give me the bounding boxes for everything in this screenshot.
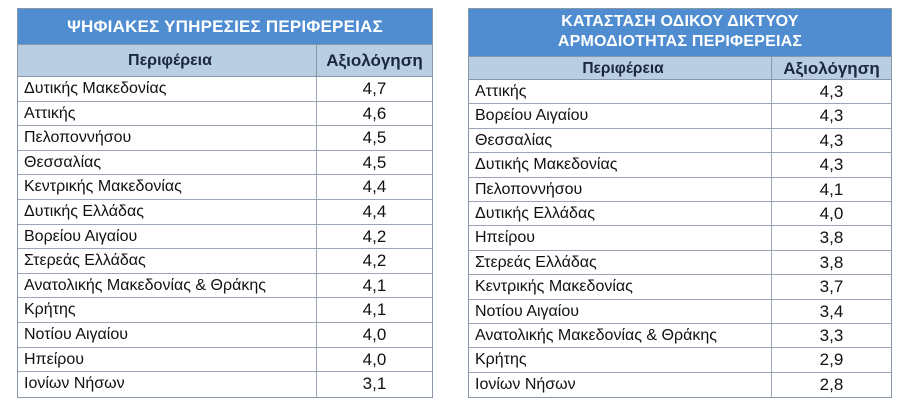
rating-column-header: Αξιολόγηση <box>771 57 891 79</box>
table-row <box>469 80 891 104</box>
region-cell: Νοτίου Αιγαίου <box>24 325 128 343</box>
region-cell: Πελοποννήσου <box>475 180 583 198</box>
region-cell: Θεσσαλίας <box>475 131 553 149</box>
road-network-title <box>469 9 891 57</box>
table-row <box>18 274 432 299</box>
region-cell: Ηπείρου <box>24 350 85 368</box>
region-cell: Πελοποννήσου <box>24 129 132 147</box>
rating-cell: 4,1 <box>316 274 432 298</box>
road-network-body <box>469 80 891 397</box>
table-row <box>18 249 432 274</box>
rating-cell: 3,3 <box>771 324 891 347</box>
region-cell: Δυτικής Μακεδονίας <box>24 80 167 97</box>
region-cell: Ηπείρου <box>475 229 536 247</box>
rating-cell: 4,1 <box>771 178 891 201</box>
region-cell: Νοτίου Αιγαίου <box>475 302 579 320</box>
rating-cell: 4,3 <box>771 129 891 152</box>
region-cell: Αττικής <box>475 83 527 100</box>
rating-cell: 4,3 <box>771 80 891 103</box>
region-cell: Κεντρικής Μακεδονίας <box>24 178 182 196</box>
table-row <box>18 372 432 397</box>
table-row <box>18 77 432 102</box>
rating-cell: 4,5 <box>316 151 432 175</box>
region-cell: Στερεάς Ελλάδας <box>24 252 146 270</box>
rating-cell: 4,0 <box>316 323 432 347</box>
region-cell: Βορείου Αιγαίου <box>24 227 138 245</box>
region-cell: Δυτικής Μακεδονίας <box>475 156 618 174</box>
rating-cell: 4,3 <box>771 104 891 127</box>
region-cell: Ιονίων Νήσων <box>24 375 125 393</box>
table-row <box>18 200 432 225</box>
rating-cell: 4,6 <box>316 102 432 126</box>
rating-cell: 4,2 <box>316 249 432 273</box>
region-cell: Στερεάς Ελλάδας <box>475 253 597 271</box>
table-row <box>18 151 432 176</box>
table-row <box>469 226 891 250</box>
region-cell: Κρήτης <box>24 301 76 319</box>
region-cell: Αττικής <box>24 104 76 122</box>
road-network-table <box>468 8 892 398</box>
region-column-header: Περιφέρεια <box>128 52 212 69</box>
table-row <box>469 373 891 397</box>
table-row <box>18 298 432 323</box>
rating-cell: 3,1 <box>316 372 432 397</box>
region-cell: Ιονίων Νήσων <box>475 375 576 393</box>
road-network-title-line1: ΚΑΤΑΣΤΑΣΗ ΟΔΙΚΟΥ ΔΙΚΤΥΟΥ <box>561 13 799 30</box>
table-row <box>18 175 432 200</box>
region-cell: Θεσσαλίας <box>24 153 102 171</box>
digital-services-title: ΨΗΦΙΑΚΕΣ ΥΠΗΡΕΣΙΕΣ ΠΕΡΙΦΕΡΕΙΑΣ <box>18 9 432 45</box>
table-row <box>18 348 432 373</box>
region-cell: Βορείου Αιγαίου <box>475 107 589 125</box>
rating-cell: 4,3 <box>771 153 891 176</box>
rating-cell: 2,9 <box>771 348 891 371</box>
table-row <box>469 104 891 128</box>
region-cell: Κεντρικής Μακεδονίας <box>475 278 633 296</box>
rating-cell: 4,4 <box>316 175 432 199</box>
region-cell: Δυτικής Ελλάδας <box>475 204 595 222</box>
table-row <box>469 202 891 226</box>
region-cell: Κρήτης <box>475 351 527 369</box>
rating-cell: 3,8 <box>771 226 891 249</box>
digital-services-table <box>17 8 433 398</box>
table-row <box>469 300 891 324</box>
table-row <box>18 225 432 250</box>
table-row <box>469 324 891 348</box>
region-column-header: Περιφέρεια <box>582 60 664 77</box>
table-row <box>469 129 891 153</box>
table-row <box>18 323 432 348</box>
region-cell: Δυτικής Ελλάδας <box>24 202 144 220</box>
rating-cell: 4,7 <box>316 77 432 101</box>
rating-cell: 4,4 <box>316 200 432 224</box>
rating-column-header: Αξιολόγηση <box>316 45 432 76</box>
table-row <box>469 348 891 372</box>
table-row <box>469 153 891 177</box>
rating-cell: 3,4 <box>771 300 891 323</box>
region-cell: Ανατολικής Μακεδονίας & Θράκης <box>24 276 266 294</box>
road-network-title-line2: ΑΡΜΟΔΙΟΤΗΤΑΣ ΠΕΡΙΦΕΡΕΙΑΣ <box>557 33 803 50</box>
digital-services-body <box>18 77 432 397</box>
table-row <box>469 251 891 275</box>
table-row <box>18 102 432 127</box>
rating-cell: 4,1 <box>316 298 432 322</box>
rating-cell: 4,0 <box>316 348 432 372</box>
rating-cell: 2,8 <box>771 373 891 397</box>
table-row <box>469 178 891 202</box>
rating-cell: 4,0 <box>771 202 891 225</box>
rating-cell: 4,5 <box>316 126 432 150</box>
table-row <box>18 126 432 151</box>
rating-cell: 3,7 <box>771 275 891 298</box>
region-cell: Ανατολικής Μακεδονίας & Θράκης <box>475 326 717 344</box>
digital-services-header-row <box>18 45 432 77</box>
road-network-header-row <box>469 57 891 80</box>
rating-cell: 4,2 <box>316 225 432 249</box>
table-row <box>469 275 891 299</box>
rating-cell: 3,8 <box>771 251 891 274</box>
